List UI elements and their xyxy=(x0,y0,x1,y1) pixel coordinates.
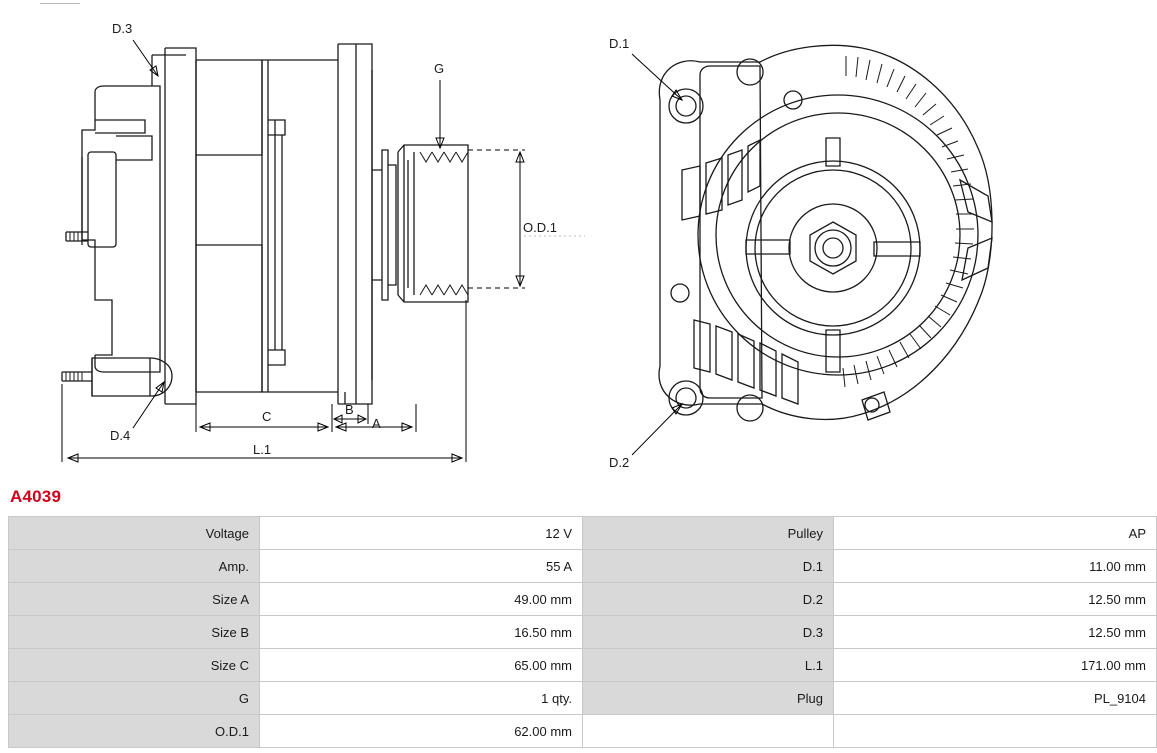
label-g: G xyxy=(434,61,445,76)
label-d2-leader xyxy=(609,404,682,470)
label-c: C xyxy=(262,409,272,424)
spec-value: 16.50 mm xyxy=(260,616,583,649)
spec-value: 1 qty. xyxy=(260,682,583,715)
spec-label: Amp. xyxy=(9,550,260,583)
label-d4: D.4 xyxy=(110,428,131,443)
label-d3-leader xyxy=(112,21,158,76)
spec-label: L.1 xyxy=(583,649,834,682)
spec-label: Size B xyxy=(9,616,260,649)
spec-value: 12 V xyxy=(260,517,583,550)
spec-value: 12.50 mm xyxy=(834,616,1157,649)
spec-label: Plug xyxy=(583,682,834,715)
label-od1: O.D.1 xyxy=(523,220,557,235)
spec-value: 11.00 mm xyxy=(834,550,1157,583)
label-d2: D.2 xyxy=(609,455,630,470)
label-d4-leader xyxy=(110,382,164,443)
table-row xyxy=(9,517,1157,550)
spec-label: Voltage xyxy=(9,517,260,550)
spec-value-empty xyxy=(834,715,1157,748)
table-row xyxy=(9,715,1157,748)
front-view-group xyxy=(609,36,992,470)
spec-value: 55 A xyxy=(260,550,583,583)
spec-value: AP xyxy=(834,517,1157,550)
label-l1: L.1 xyxy=(253,442,272,457)
specification-table xyxy=(8,516,1157,748)
spec-label: Size C xyxy=(9,649,260,682)
spec-label: D.1 xyxy=(583,550,834,583)
spec-label: Size A xyxy=(9,583,260,616)
spec-label: D.3 xyxy=(583,616,834,649)
spec-value: 171.00 mm xyxy=(834,649,1157,682)
spec-value: 12.50 mm xyxy=(834,583,1157,616)
table-row xyxy=(9,682,1157,715)
dimension-od1 xyxy=(468,150,585,288)
table-row xyxy=(9,583,1157,616)
dimension-b xyxy=(332,402,368,424)
table-row xyxy=(9,649,1157,682)
table-row xyxy=(9,616,1157,649)
label-d3: D.3 xyxy=(112,21,133,36)
label-d1: D.1 xyxy=(609,36,630,51)
label-g-leader xyxy=(434,61,444,148)
spec-label: D.2 xyxy=(583,583,834,616)
dimension-c xyxy=(196,404,332,432)
spec-label: G xyxy=(9,682,260,715)
spec-value: 62.00 mm xyxy=(260,715,583,748)
spec-label: Pulley xyxy=(583,517,834,550)
spec-value: 65.00 mm xyxy=(260,649,583,682)
side-view-group xyxy=(62,21,585,462)
label-b: B xyxy=(345,402,354,417)
spec-label: O.D.1 xyxy=(9,715,260,748)
spec-label-empty xyxy=(583,715,834,748)
part-number: A4039 xyxy=(10,487,62,506)
label-a: A xyxy=(372,416,381,431)
table-row xyxy=(9,550,1157,583)
spec-value: PL_9104 xyxy=(834,682,1157,715)
spec-value: 49.00 mm xyxy=(260,583,583,616)
